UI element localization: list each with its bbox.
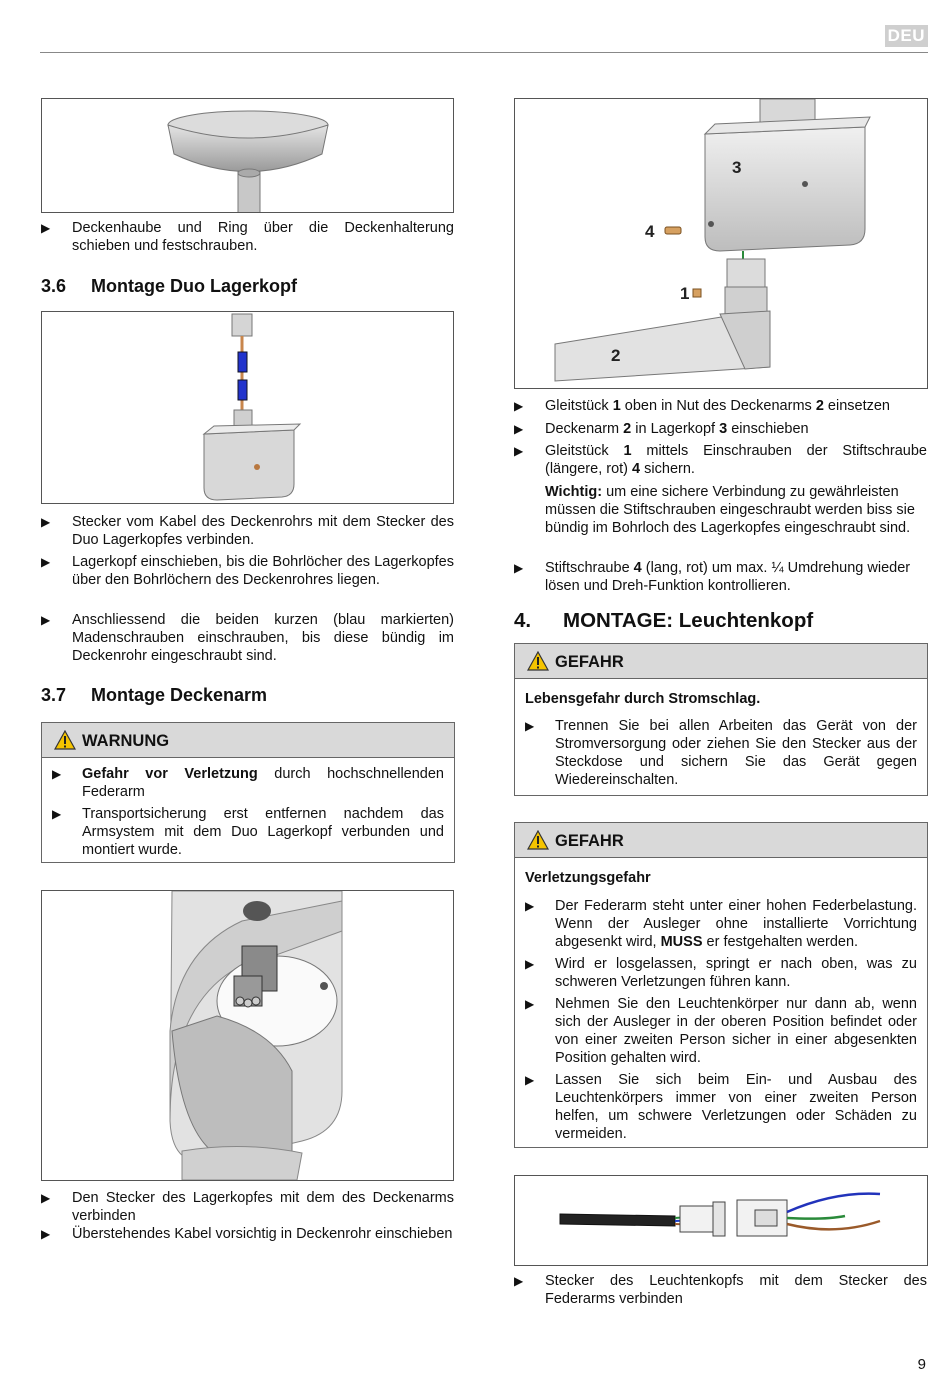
language-badge: DEU [885,25,928,47]
callout-3: 3 [732,158,742,177]
warning-box [41,722,455,863]
figure-ceiling-arm-plug [41,890,454,1181]
danger-box-injury [514,822,928,1148]
section-4-heading: 4. MONTAGE: Leuchtenkopf [514,609,814,632]
step-3-6-3: ▶ Anschliessend die beiden kurzen (blau markierten) Madenschrauben einschrauben, bis diese bündig im Deckenrohr eingeschraubt sind. [41,612,454,664]
figure-connector-plugs [514,1175,928,1266]
section-3-6-heading: 3.6 Montage Duo Lagerkopf [41,276,297,296]
step-plug-connect: ▶ Den Stecker des Lagerkopfes mit dem des Deckenarms verbinden [41,1190,454,1224]
warning-item-2: ▶ Transportsicherung erst entfernen nachdem das Armsystem mit dem Duo Lagerkopf verbunden und montiert wurde. [52,806,444,858]
section-3-7-heading: 3.7 Montage Deckenarm [41,685,268,705]
danger-2-item-2: ▶ Wird er losgelassen, springt er nach oben, was zu schweren Verletzungen führen kann. [525,956,917,990]
step-connect-head: ▶ Stecker des Leuchtenkopfs mit dem Stecker des Federarms verbinden [514,1273,927,1307]
danger-2-item-4: ▶ Lassen Sie sich beim Ein- und Ausbau des Leuchtenkörpers immer von einer zweiten Person helfen, um schwere Verletzungen oder Schäden zu vermeiden. [525,1072,917,1142]
danger-header-1: GEFAHR [515,644,927,679]
figure-duo-bearing-head [41,311,454,504]
step-secure-slider: ▶ Gleitstück 1 mittels Einschrauben der Stiftschraube (längere, rot) 4 sichern. [514,443,928,477]
danger-2-item-1: ▶ Der Federarm steht unter einer hohen Federbelastung. Wenn der Ausleger ohne installierte Vorrichtung abgesenkt wird, MUSS er festgehalten werden. [525,898,917,950]
figure-ceiling-cover [41,98,454,213]
warning-header: WARNUNG [42,723,454,758]
page-number: 9 [917,1356,926,1373]
warning-item-1: ▶ Gefahr vor Verletzung durch hochschnellenden Federarm [52,766,444,800]
figure-ceiling-arm-assembly [514,98,928,389]
header-rule [40,52,928,53]
danger-2-item-3: ▶ Nehmen Sie den Leuchtenkörper nur dann ab, wenn sich der Ausleger in der oberen Position befindet oder von einer zweiten Person sicher in einer abgesenkten Position gehalten wird. [525,996,917,1066]
warning-triangle-icon [527,830,549,850]
danger-header-2: GEFAHR [515,823,927,858]
danger-box-electric [514,643,928,796]
danger-1-item: ▶ Trennen Sie bei allen Arbeiten das Gerät von der Stromversorgung oder ziehen Sie den Stecker aus der Steckdose und sichern Sie das Gerät gegen Wiedereinschalten. [525,718,917,788]
danger-subtitle-1: Lebensgefahr durch Stromschlag. [525,691,761,707]
callout-4: 4 [645,222,655,241]
callout-2: 2 [611,346,621,365]
step-cable-insert: ▶ Überstehendes Kabel vorsichtig in Deckenrohr einschieben [41,1226,453,1242]
step-3-6-2: ▶ Lagerkopf einschieben, bis die Bohrlöcher des Lagerkopfes über den Bohrlöchern des Deckenrohres liegen. [41,554,454,588]
callout-1: 1 [680,284,690,303]
step-ceiling-cover: ▶ Deckenhaube und Ring über die Deckenhalterung schieben und festschrauben. [41,220,454,254]
step-3-6-1: ▶ Stecker vom Kabel des Deckenrohrs mit dem Stecker des Duo Lagerkopfes verbinden. [41,514,454,548]
danger-subtitle-2: Verletzungsgefahr [525,870,651,886]
step-arm-insert: ▶ Deckenarm 2 in Lagerkopf 3 einschieben [514,421,809,437]
step-slider-insert: ▶ Gleitstück 1 oben in Nut des Deckenarms 2 einsetzen [514,398,890,414]
note-important: Wichtig: um eine sichere Verbindung zu gewährleisten müssen die Stiftschrauben eingeschraubt werden biss sie bündig im Bohrloch des Lagerkopfes eingeschraubt sind. [545,484,915,536]
step-loosen-screw: ▶ Stiftschraube 4 (lang, rot) um max. ¼ Umdrehung wieder lösen und Dreh-Funktion kontrollieren. [514,560,911,594]
warning-triangle-icon [527,651,549,671]
warning-triangle-icon [54,730,76,750]
